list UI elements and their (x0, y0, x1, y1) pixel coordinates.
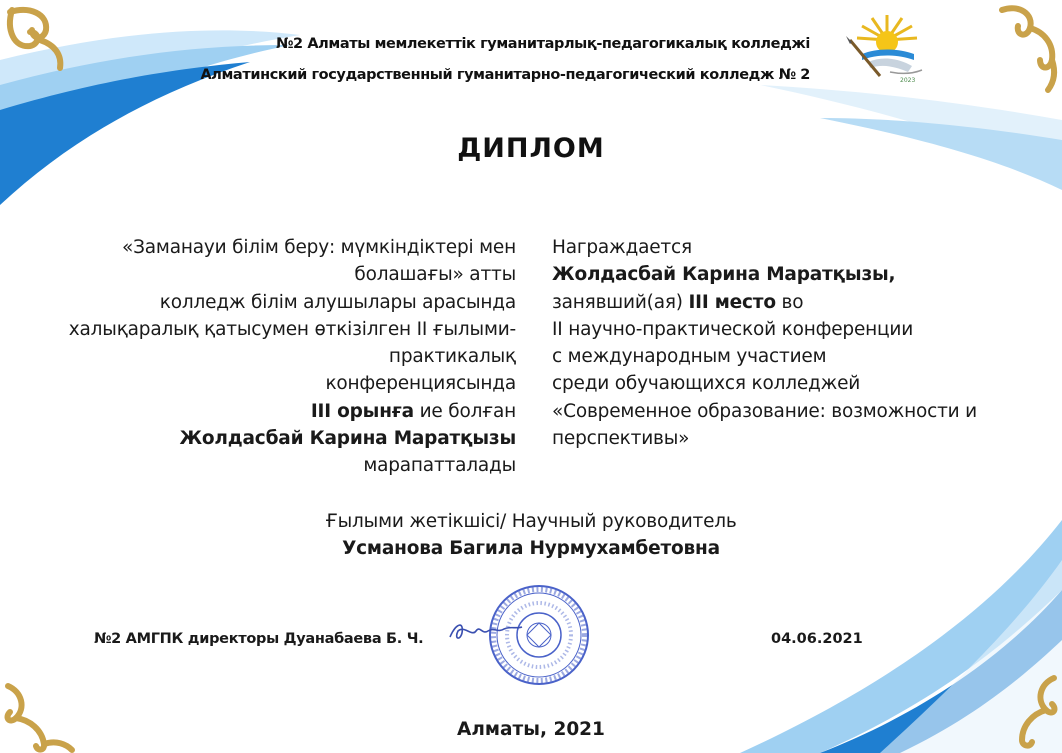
ru-line: с международным участием (552, 346, 827, 368)
ru-place: ІІІ место (688, 291, 776, 313)
ru-line: «Современное образование: возможности и (552, 400, 977, 422)
kz-recipient-name: Жолдасбай Карина Маратқызы (179, 428, 516, 450)
ru-line: ІІ научно-практической конференции (552, 318, 914, 340)
kz-line: халықаралық қатысумен өткізілген ІІ ғылыми- (68, 318, 516, 340)
kz-line: конференциясында (325, 373, 516, 395)
kazakh-ornament-icon (0, 678, 80, 753)
director-signature (446, 617, 526, 645)
kz-line: «Заманауи білім беру: мүмкіндіктері мен (122, 237, 516, 258)
award-text-kazakh (20, 234, 516, 480)
college-name-kazakh: №2 Алматы мемлекеттік гуманитарлық-педагогикалық колледжі (275, 36, 810, 52)
kazakh-ornament-icon (0, 0, 80, 80)
issue-date: 04.06.2021 (771, 631, 863, 647)
college-emblem-icon (842, 10, 932, 90)
director-line: №2 АМГПК директоры Дуанабаева Б. Ч. (94, 631, 424, 647)
ru-line: перспективы» (552, 428, 690, 450)
award-text-russian (552, 234, 1032, 452)
college-name-russian: Алматинский государственный гуманитарно-педагогический колледж № 2 (200, 67, 810, 83)
ru-place-suffix: во (775, 291, 804, 313)
diploma-title: ДИПЛОМ (457, 133, 605, 164)
kz-line: марапатталады (363, 455, 516, 477)
ru-line: Награждается (552, 237, 692, 258)
kz-line: колледж білім алушылары арасында (159, 291, 516, 313)
kz-place: ІІІ орынға (310, 400, 414, 422)
kz-place-line (20, 398, 516, 425)
kz-line: болашағы» атты (354, 264, 516, 286)
svg-text:2023: 2023 (900, 77, 916, 84)
ru-place-line (552, 289, 1032, 316)
kz-place-rest: ие болған (413, 400, 516, 422)
kz-line: практикалық (388, 346, 516, 368)
city-year: Алматы, 2021 (457, 719, 605, 740)
supervisor-name: Усманова Багила Нурмухамбетовна (342, 538, 720, 559)
kazakh-ornament-icon (994, 0, 1062, 95)
ru-recipient-name: Жолдасбай Карина Маратқызы, (552, 264, 896, 286)
ru-line: среди обучающихся колледжей (552, 373, 861, 395)
kazakh-ornament-icon (1000, 670, 1062, 753)
ru-place-prefix: занявший(ая) (552, 291, 689, 313)
supervisor-label: Ғылыми жетікшісі/ Научный руководитель (325, 511, 737, 532)
